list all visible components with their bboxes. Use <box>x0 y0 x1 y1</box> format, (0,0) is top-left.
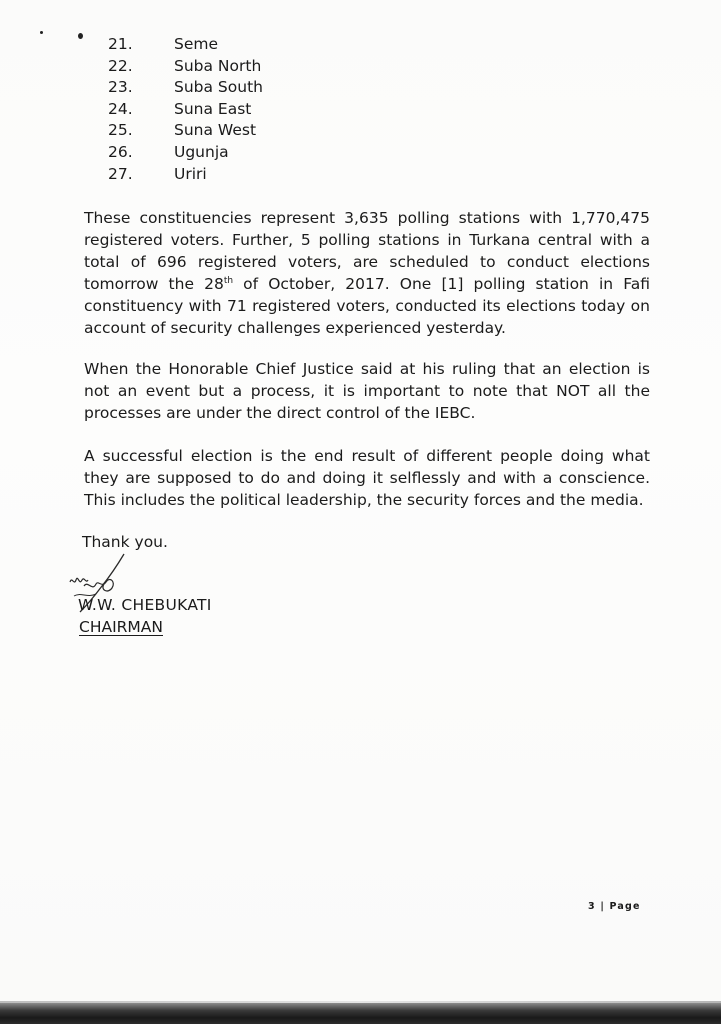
chief-justice-paragraph: When the Honorable Chief Justice said at his ruling that an election is not an event but a process, it is important to note that NOT all the processes are under the direct control of the IEBC. <box>84 360 650 422</box>
list-item <box>108 120 263 142</box>
constituency-name: Suna West <box>174 121 257 140</box>
scan-speck <box>40 31 43 34</box>
page-number: 3 | Page <box>588 901 641 912</box>
constituency-list <box>108 34 263 185</box>
constituency-name: Ugunja <box>174 142 229 161</box>
list-number: 21. <box>108 35 133 53</box>
constituency-name: Uriri <box>174 164 207 183</box>
constituency-name: Suba North <box>174 56 262 75</box>
paragraph-text: These constituencies represent 3,635 polling stations with 1,770,475 registered voters. Further, 5 polling stations in Turkana central with a total of 696 registered voters, are scheduled to conduct elections tomorrow the 28 <box>84 209 650 293</box>
successful-election-paragraph: A successful election is the end result of different people doing what they are supposed to do and doing it selflessly and with a conscience. This includes the political leadership, the security forces and the media. <box>84 447 650 509</box>
ordinal-suffix: th <box>223 276 234 286</box>
signatory-title: CHAIRMAN <box>79 618 163 636</box>
list-number: 23. <box>108 78 133 97</box>
list-number: 22. <box>108 56 133 75</box>
list-item <box>108 142 263 164</box>
bullet-dot <box>78 33 83 39</box>
closing-line: Thank you. <box>82 533 168 551</box>
list-item <box>108 34 263 56</box>
list-number: 27. <box>108 164 133 183</box>
constituency-name: Suba South <box>174 78 263 97</box>
list-item <box>108 99 263 121</box>
polling-stations-paragraph <box>84 207 650 339</box>
list-item <box>108 77 263 99</box>
list-number: 25. <box>108 121 133 140</box>
constituency-name: Suna East <box>174 99 252 118</box>
scan-bottom-edge <box>0 1003 721 1024</box>
constituency-name: Seme <box>174 35 219 53</box>
paragraph-text: of October, 2017. One [1] polling station in Fafi constituency with 71 registered voters, conducted its elections today on account of security challenges experienced yesterday. <box>84 275 650 337</box>
list-number: 24. <box>108 99 133 118</box>
list-number: 26. <box>108 142 133 161</box>
signatory-name: W.W. CHEBUKATI <box>78 596 212 614</box>
list-item <box>108 164 263 186</box>
list-item <box>108 56 263 78</box>
